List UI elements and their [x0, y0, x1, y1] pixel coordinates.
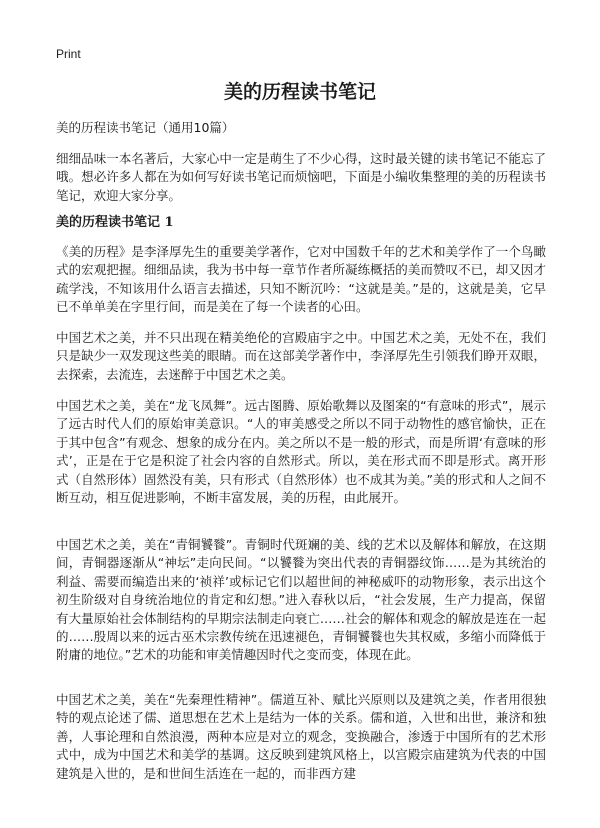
section-heading: 美的历程读书笔记 1: [56, 215, 174, 230]
print-link[interactable]: Print: [56, 47, 81, 61]
document-title: 美的历程读书笔记: [223, 81, 376, 103]
body-paragraph-2: 中国艺术之美，并不只出现在精美绝伦的宫殿庙宇之中。中国艺术之美，无处不在，我们只是缺少一双发现这些美的眼睛。而在这部美学著作中，李泽厚先生引领我们睁开双眼，去探索，去流连，去迷醉于中国艺术之美。: [56, 330, 546, 382]
body-paragraph-3: 中国艺术之美，美在“龙飞凤舞”。远古图腾、原始歌舞以及图案的“有意味的形式”，展示了远古时代人们的原始审美意识。“人的审美感受之所以不同于动物性的感官愉快，正在于其中包含”有观念、想象的成分在内。美之所以不是一般的形式，而是所谓‘有意味的形式’，正是在于它是积淀了社会内容的自然形式。所以，美在形式而不即是形式。离开形式（自然形体）固然没有美，只有形式（自然形体）也不成其为美。”美的形式和人之间不断互动，相互促进影响，不断丰富发展，美的历程，由此展开。: [56, 398, 546, 506]
document-subtitle: 美的历程读书笔记（通用10篇）: [56, 120, 235, 135]
intro-paragraph: 细细品味一本名著后，大家心中一定是萌生了不少心得，这时最关键的读书笔记不能忘了哦。想必许多人都在为如何写好读书笔记而烦恼吧，下面是小编收集整理的美的历程读书笔记，欢迎大家分享。: [56, 151, 546, 203]
body-paragraph-5: 中国艺术之美，美在“先秦理性精神”。儒道互补、赋比兴原则以及建筑之美，作者用很独特的观点论述了儒、道思想在艺术上是结为一体的关系。儒和道，入世和出世，兼济和独善，人事论理和自然浪漫，两种本应是对立的观念，变换融合，渗透于中国所有的艺术形式中，成为中国艺术和美学的基调。这反映到建筑风格上，以宫殿宗庙建筑为代表的中国建筑是入世的，是和世间生活连在一起的，而非西方建: [56, 692, 546, 781]
body-paragraph-4: 中国艺术之美，美在“青铜饕餮”。青铜时代斑斓的美、线的艺术以及解体和解放，在这期间，青铜器逐渐从“神坛”走向民间。“以饕餮为突出代表的青铜器纹饰……是为其统治的利益、需要而编造出来的‘祯祥’或标记它们以超世间的神秘威吓的动物形象，表示出这个初生阶级对自身统治地位的肯定和幻想。”进入春秋以后，“社会发展，生产力提高，保留有大量原始社会体制结构的早期宗法制走向衰亡……社会的解体和观念的解放是连在一起的……殷周以来的远古巫术宗教传统在迅速褪色，青铜饕餮也失其权威，多缩小而降低于附庸的地位。”艺术的功能和审美情趣因时代之变而变，体现在此。: [56, 537, 546, 663]
body-paragraph-1: 《美的历程》是李泽厚先生的重要美学著作，它对中国数千年的艺术和美学作了一个鸟瞰式的宏观把握。细细品读，我为书中每一章节作者所凝练概括的美而赞叹不已，却又因才疏学浅，不知该用什么语言去描述，只知不断沉吟：“这就是美。”是的，这就是美，它早已不单单美在字里行间，而是美在了每一个读者的心田。: [56, 244, 546, 315]
